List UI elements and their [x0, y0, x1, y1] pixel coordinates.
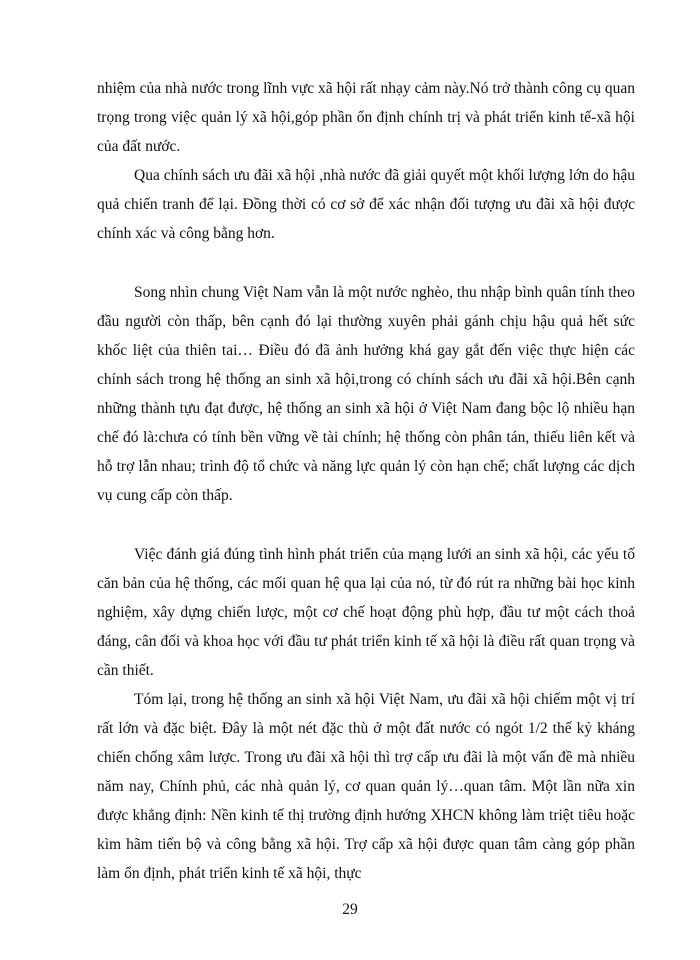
paragraph-1: nhiệm của nhà nước trong lĩnh vực xã hội rất nhạy cảm này.Nó trở thành công cụ quan trọng trong việc quản lý xã hội,góp phần ổn định chính trị và phát triển kinh tế-xã hội của đất nước. — [97, 80, 635, 155]
paragraph-5: Tóm lại, trong hệ thống an sinh xã hội Việt Nam, ưu đãi xã hội chiếm một vị trí rất lớn và đặc biệt. Đây là một nét đặc thù ở một đất nước có ngót 1/2 thế kỷ kháng chiến chống xâm lược. Trong ưu đãi xã hội thì trợ cấp ưu đãi là một vấn đề mà nhiều năm nay, Chính phủ, các nhà quản lý, cơ quan quản lý…quan tâm. Một lần nữa xin được khẳng định: Nền kinh tế thị trường định hướng XHCN không làm triệt tiêu hoặc kìm hãm tiến bộ và công bằng xã hội. Trợ cấp xã hội được quan tâm càng góp phần làm ổn định, phát triển kinh tế xã hội, thực — [97, 691, 635, 882]
document-body — [97, 74, 635, 888]
paragraph-spacer — [97, 510, 635, 540]
paragraph-spacer — [97, 248, 635, 278]
paragraph-3: Song nhìn chung Việt Nam vẫn là một nước nghèo, thu nhập bình quân tính theo đầu người còn thấp, bên cạnh đó lại thường xuyên phải gánh chịu hậu quả hết sức khốc liệt của thiên tai… Điều đó đã ảnh hưởng khá gay gắt đến việc thực hiện các chính sách trong hệ thống an sinh xã hội,trong có chính sách ưu đãi xã hội.Bên cạnh những thành tựu đạt được, hệ thống an sinh xã hội ở Việt Nam đang bộc lộ nhiều hạn chế đó là:chưa có tính bền vững về tài chính; hệ thống còn phân tán, thiếu liên kết và hỗ trợ lẫn nhau; trình độ tổ chức và năng lực quản lý còn hạn chế; chất lượng các dịch vụ cung cấp còn thấp. — [97, 284, 635, 504]
paragraph-2: Qua chính sách ưu đãi xã hội ,nhà nước đã giải quyết một khối lượng lớn do hậu quả chiến tranh để lại. Đồng thời có cơ sở để xác nhận đối tượng ưu đãi xã hội được chính xác và công bằng hơn. — [97, 167, 635, 242]
paragraph-4: Việc đánh giá đúng tình hình phát triển của mạng lưới an sinh xã hội, các yếu tố căn bản của hệ thống, các mối quan hệ qua lại của nó, từ đó rút ra những bài học kinh nghiệm, xây dựng chiến lược, một cơ chế hoạt động phù hợp, đầu tư một cách thoả đáng, cân đối và khoa học với đầu tư phát triển kinh tế xã hội là điều rất quan trọng và cần thiết. — [97, 546, 635, 679]
page-number: 29 — [342, 901, 358, 918]
